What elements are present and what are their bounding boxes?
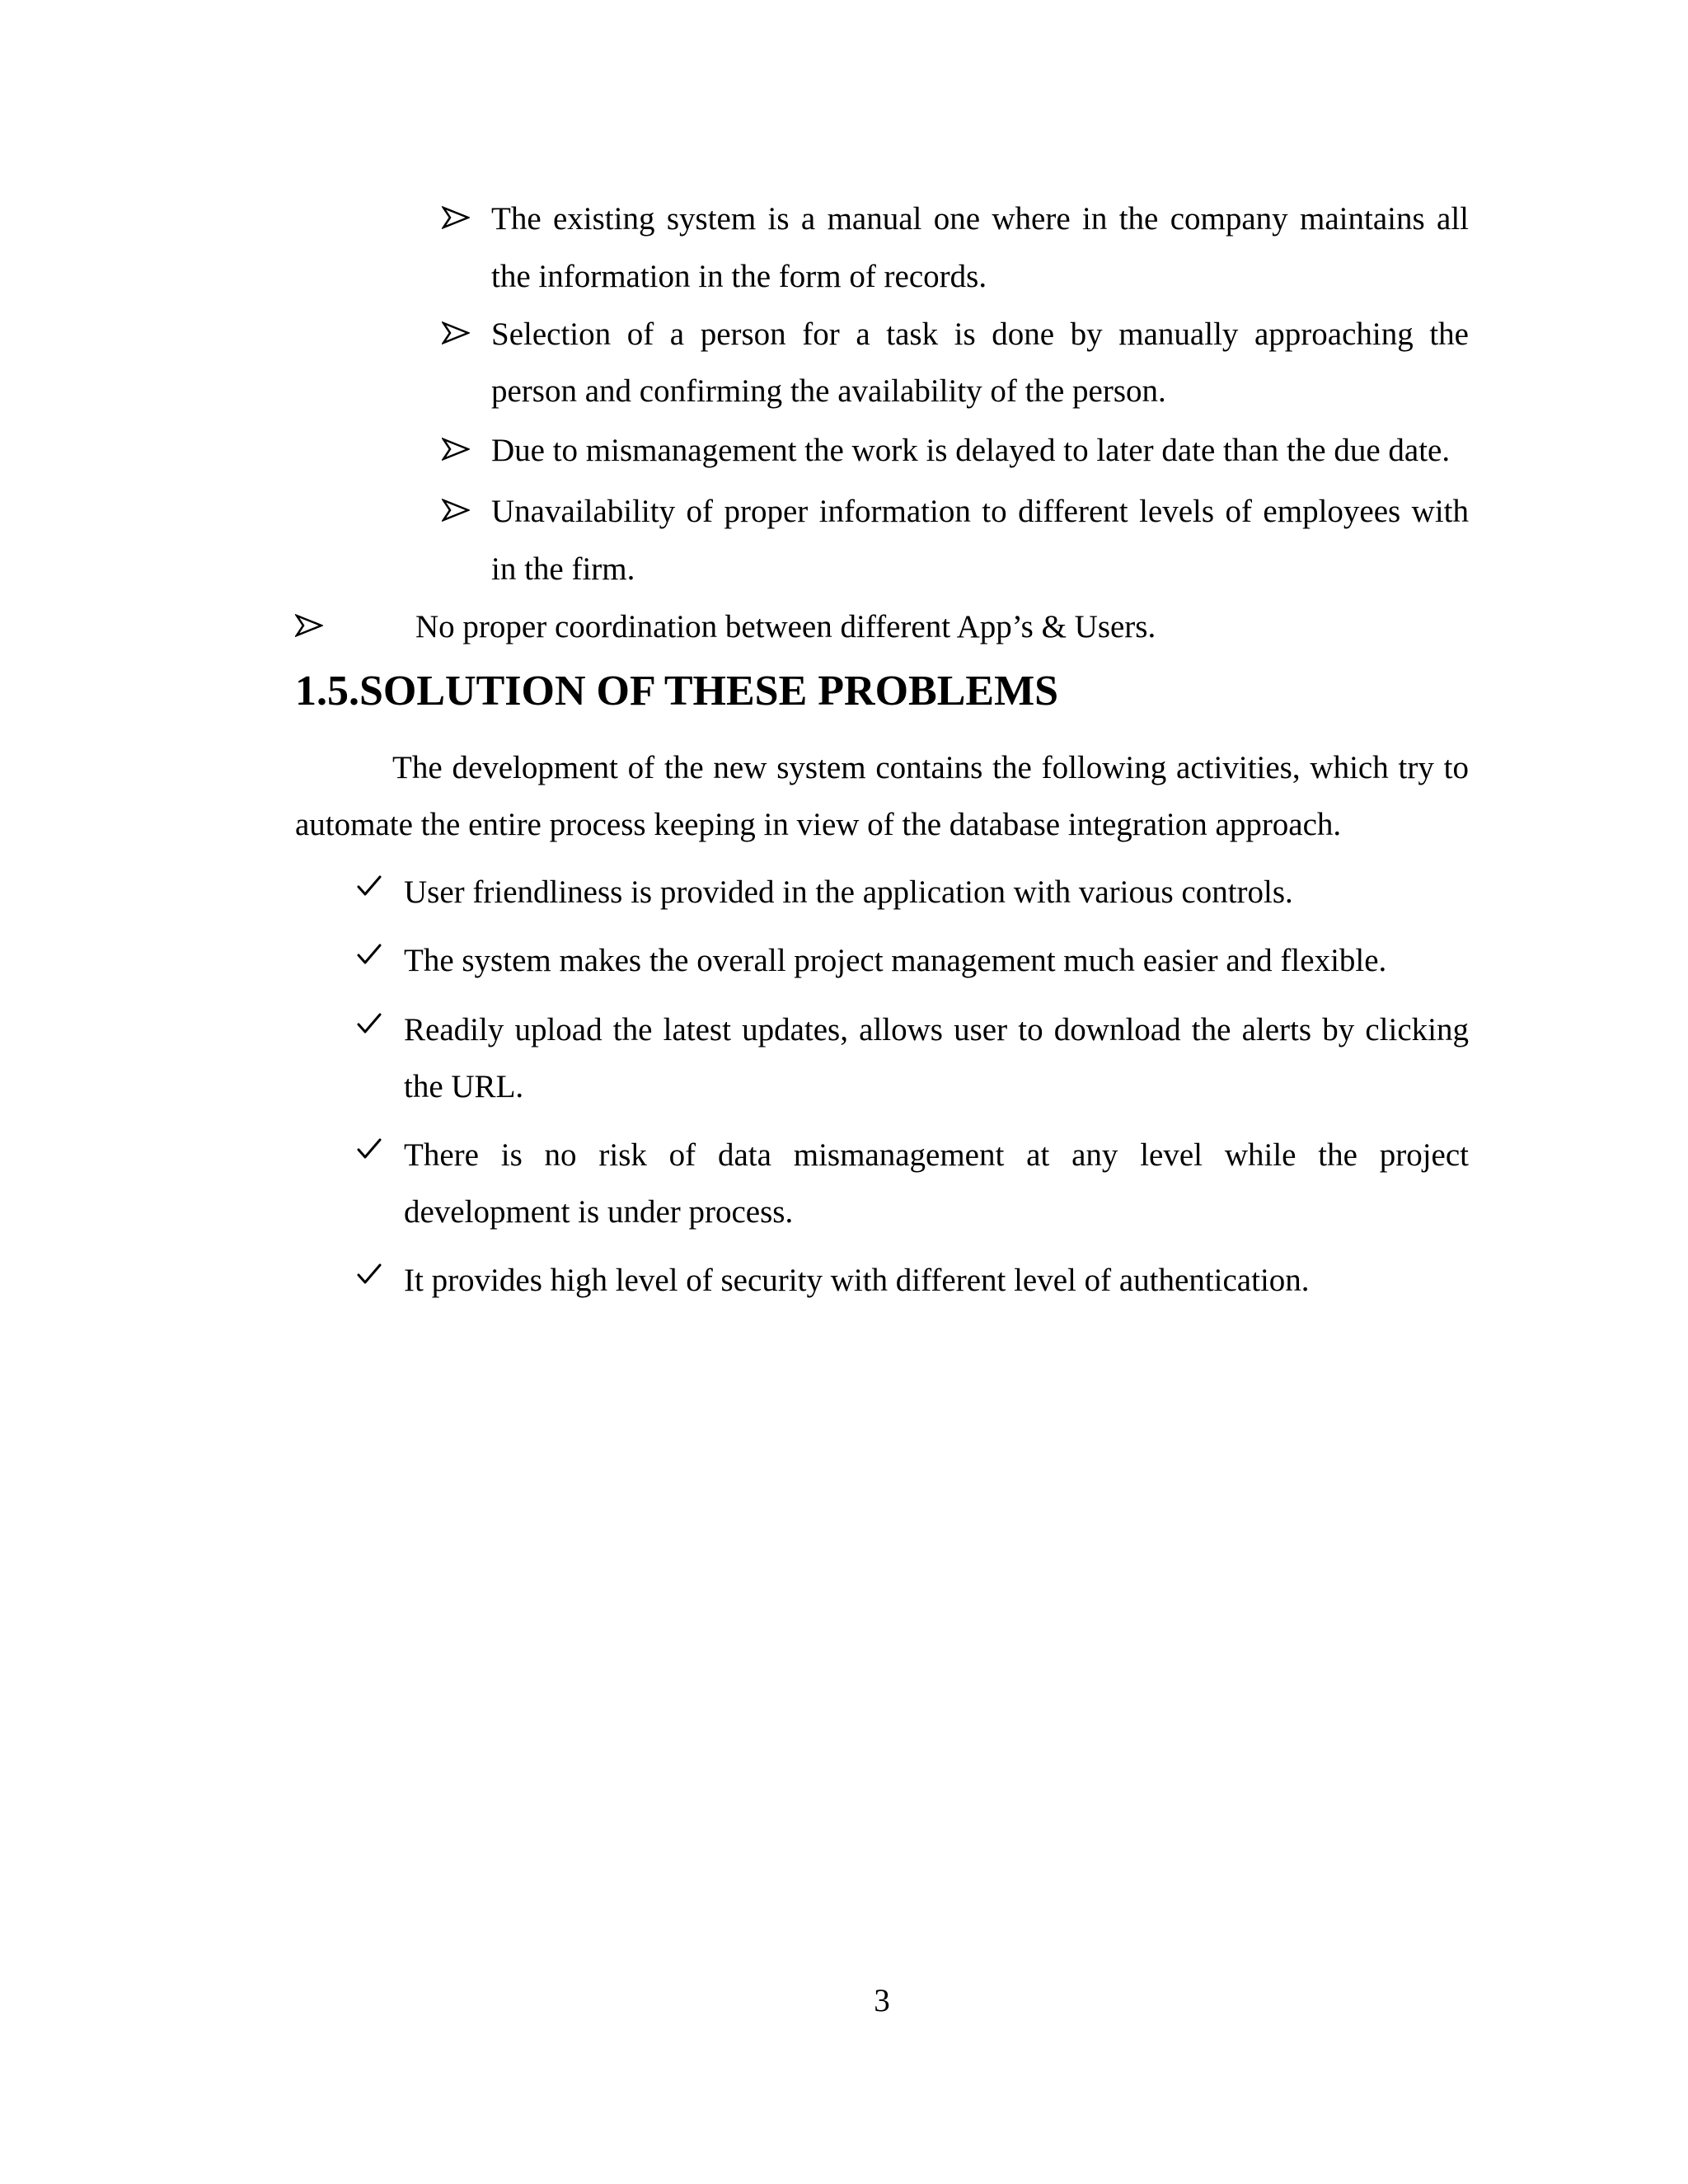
bullet-5-line-1: No proper coordination between different App’s & Users. bbox=[415, 609, 1156, 644]
check-icon bbox=[356, 1262, 382, 1286]
check-icon bbox=[356, 1011, 382, 1036]
check-icon bbox=[356, 874, 382, 898]
check-icon bbox=[356, 1137, 382, 1161]
arrow-bullet-icon bbox=[442, 321, 470, 345]
solution-4-line-2: development is under process. bbox=[404, 1194, 794, 1230]
solution-3-line-1: Readily upload the latest updates, allows user to download the alerts by clicking bbox=[404, 1012, 1469, 1047]
bullet-4-line-1: Unavailability of proper information to different levels of employees with bbox=[491, 494, 1469, 529]
bullet-1-line-1: The existing system is a manual one where in the company maintains all bbox=[491, 201, 1469, 237]
bullet-4-line-2: in the firm. bbox=[491, 551, 635, 587]
page-number: 3 bbox=[874, 1983, 890, 2018]
solution-2-line-1: The system makes the overall project management much easier and flexible. bbox=[404, 943, 1387, 978]
arrow-bullet-icon bbox=[442, 205, 470, 230]
solution-1-line-1: User friendliness is provided in the application with various controls. bbox=[404, 874, 1293, 910]
arrow-bullet-icon bbox=[442, 498, 470, 523]
bullet-2-line-1: Selection of a person for a task is done by manually approaching the bbox=[491, 316, 1469, 352]
solution-5-line-1: It provides high level of security with different level of authentication. bbox=[404, 1263, 1310, 1298]
intro-line-1: The development of the new system contains the following activities, which try to bbox=[392, 750, 1469, 785]
check-icon bbox=[356, 942, 382, 967]
bullet-3-line-1: Due to mismanagement the work is delayed to later date than the due date. bbox=[491, 433, 1451, 468]
arrow-bullet-icon bbox=[442, 437, 470, 462]
arrow-bullet-icon bbox=[295, 613, 323, 638]
intro-line-2: automate the entire process keeping in view of the database integration approach. bbox=[295, 807, 1342, 842]
bullet-1-line-2: the information in the form of records. bbox=[491, 259, 987, 294]
solution-4-line-1: There is no risk of data mismanagement at any level while the project bbox=[404, 1137, 1469, 1173]
solution-3-line-2: the URL. bbox=[404, 1069, 524, 1104]
section-heading: 1.5.SOLUTION OF THESE PROBLEMS bbox=[295, 668, 1059, 715]
bullet-2-line-2: person and confirming the availability of the person. bbox=[491, 373, 1166, 409]
